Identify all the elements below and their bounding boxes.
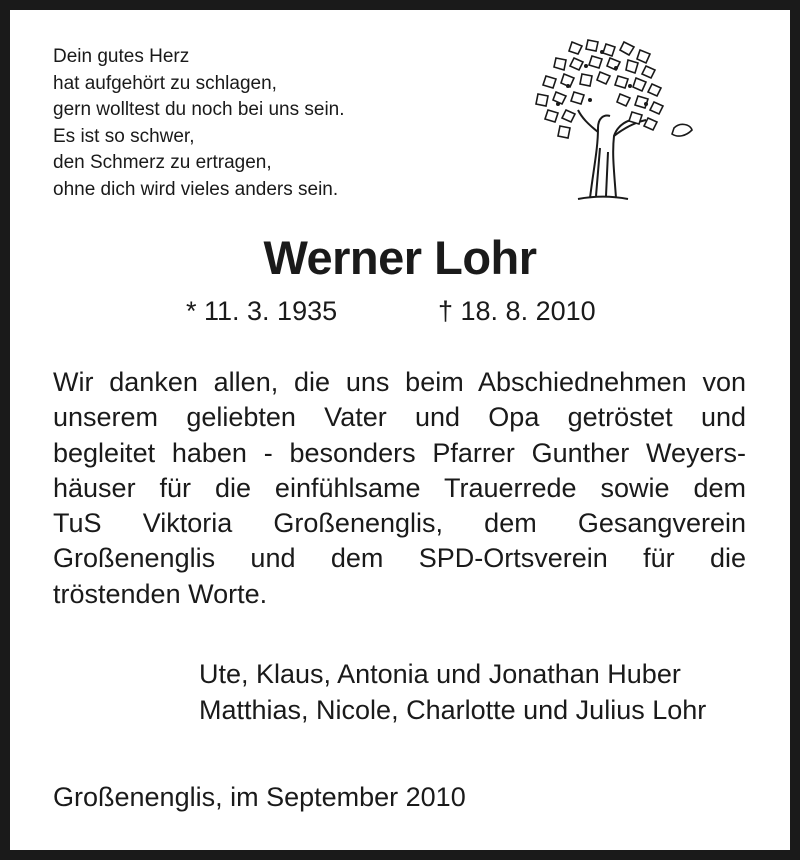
signature-line: Ute, Klaus, Antonia und Jonathan Huber: [199, 659, 681, 689]
deceased-name: Werner Lohr: [263, 231, 537, 284]
poem-line: ohne dich wird vieles anders sein.: [53, 178, 339, 200]
signature-line: Matthias, Nicole, Charlotte und Julius Lohr: [199, 695, 707, 725]
message-line: TuS Viktoria Großenenglis, dem Gesangverein: [53, 508, 746, 539]
poem-line: Dein gutes Herz: [53, 46, 190, 67]
message-line: unserem geliebten Vater und Opa getröstet und: [53, 402, 746, 433]
thanks-message: [53, 365, 746, 612]
death-date: † 18. 8. 2010: [438, 296, 596, 326]
message-line: tröstenden Worte.: [53, 578, 268, 609]
message-line: häuser für die einfühlsame Trauerrede sowie dem: [53, 472, 746, 503]
poem: [53, 44, 345, 203]
tree-icon: [528, 36, 700, 204]
message-line: Großenenglis und dem SPD-Ortsverein für die: [53, 543, 746, 574]
message-line: begleitet haben - besonders Pfarrer Gunther Weyers-: [53, 437, 746, 468]
birth-date: * 11. 3. 1935: [186, 296, 338, 326]
poem-line: gern wolltest du noch bei uns sein.: [53, 99, 345, 120]
place-date: Großenenglis, im September 2010: [53, 782, 466, 812]
message-line: Wir danken allen, die uns beim Abschiednehmen von: [53, 367, 746, 397]
poem-line: hat aufgehört zu schlagen,: [53, 72, 277, 94]
poem-line: den Schmerz zu ertragen,: [53, 152, 272, 173]
poem-line: Es ist so schwer,: [53, 125, 195, 147]
signatures: [199, 656, 706, 728]
